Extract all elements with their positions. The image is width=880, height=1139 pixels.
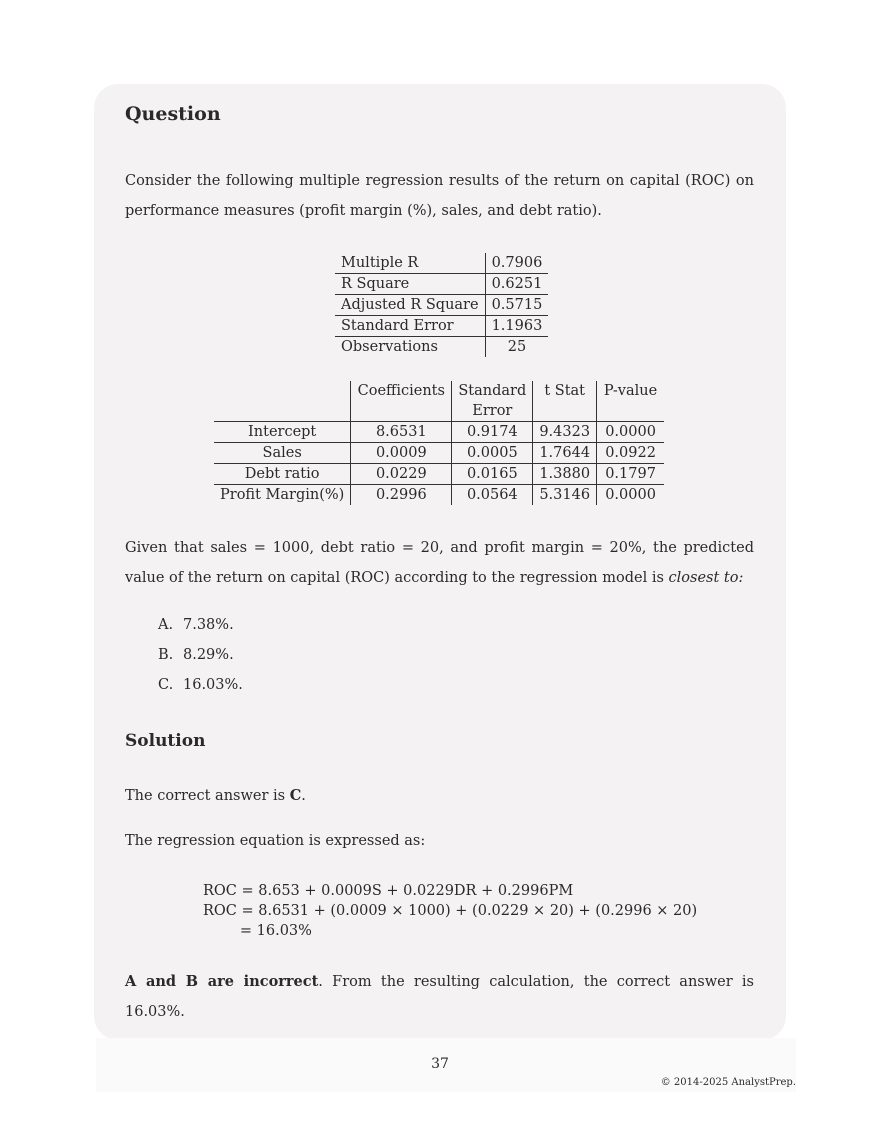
equation-intro: The regression equation is expressed as: <box>125 833 426 849</box>
cell-value: 1.3880 <box>533 464 597 485</box>
cell-value: 0.0564 <box>452 485 533 506</box>
summary-label: Adjusted R Square <box>335 295 485 316</box>
cell-value: 0.0165 <box>452 464 533 485</box>
column-header: P-value <box>597 381 665 422</box>
option-text: 7.38%. <box>183 617 234 633</box>
row-label: Sales <box>214 443 351 464</box>
prompt-emphasis: closest to: <box>668 570 744 586</box>
answer-suffix: . <box>301 788 306 804</box>
summary-value: 1.1963 <box>485 316 548 337</box>
column-header: Standard Error <box>452 381 533 422</box>
row-label: Intercept <box>214 422 351 443</box>
summary-row <box>335 274 548 295</box>
conclusion-text: . From the resulting calculation, the correct answer is 16.03%. <box>125 974 755 1020</box>
option-letter: A. <box>158 617 174 633</box>
cell-value: 0.0000 <box>605 487 656 503</box>
cell-value: 0.0922 <box>597 443 665 464</box>
answer-option <box>158 617 234 633</box>
option-text: 8.29%. <box>183 647 234 663</box>
summary-label: Multiple R <box>335 253 485 274</box>
table-row <box>214 443 664 464</box>
equation-line-3: = 16.03% <box>203 923 312 939</box>
row-label: Debt ratio <box>214 464 351 485</box>
summary-row <box>335 295 548 316</box>
question-heading: Question <box>125 103 221 125</box>
summary-table <box>335 253 548 357</box>
coefficient-table <box>214 381 664 505</box>
option-letter: B. <box>158 647 174 663</box>
cell-value: 0.0005 <box>452 443 533 464</box>
cell-value: 0.9174 <box>452 422 533 443</box>
table-row <box>214 422 664 443</box>
option-letter: C. <box>158 677 174 693</box>
answer-option <box>158 647 234 663</box>
prompt-text: Given that sales = 1000, debt ratio = 20, and profit margin = 20%, the predicted value of the return on capital (ROC) according to the regression model is <box>125 540 754 586</box>
question-intro: Consider the following multiple regression results of the return on capital (ROC) on performance measures (profit margin (%), sales, and debt ratio). <box>125 173 754 219</box>
summary-value: 0.5715 <box>485 295 548 316</box>
cell-value: 0.1797 <box>597 464 665 485</box>
answer-prefix: The correct answer is <box>125 788 290 804</box>
cell-value: 0.0229 <box>351 464 452 485</box>
answer-statement <box>125 781 754 811</box>
summary-value: 0.6251 <box>485 274 548 295</box>
summary-label: R Square <box>335 274 485 295</box>
cell-value: 0.0009 <box>351 443 452 464</box>
column-header <box>214 381 351 422</box>
summary-label: Observations <box>335 337 485 358</box>
answer-letter: C <box>289 787 302 804</box>
header-row <box>214 381 664 422</box>
conclusion-bold: A and B are incorrect <box>125 973 319 990</box>
summary-value: 0.7906 <box>485 253 548 274</box>
answer-option <box>158 677 243 693</box>
equation-line-2: ROC = 8.6531 + (0.0009 × 1000) + (0.0229 × 20) + (0.2996 × 20) <box>203 903 698 919</box>
solution-heading: Solution <box>125 731 206 751</box>
copyright: © 2014-2025 AnalystPrep. <box>660 1077 796 1088</box>
column-header: t Stat <box>533 381 597 422</box>
cell-value: 5.3146 <box>533 485 597 506</box>
table-row <box>214 485 664 506</box>
table-row <box>214 464 664 485</box>
cell-value: 1.7644 <box>533 443 597 464</box>
cell-value: 0.0000 <box>597 422 665 443</box>
conclusion <box>125 967 754 1027</box>
row-label: Profit Margin(%) <box>214 485 351 506</box>
page-number: 37 <box>431 1056 449 1072</box>
cell-value: 9.4323 <box>533 422 597 443</box>
cell-value: 8.6531 <box>351 422 452 443</box>
summary-label: Standard Error <box>335 316 485 337</box>
question-prompt <box>125 533 754 593</box>
equation-line-1: ROC = 8.653 + 0.0009S + 0.0229DR + 0.2996PM <box>203 883 574 899</box>
cell-value: 0.2996 <box>351 485 452 506</box>
option-text: 16.03%. <box>183 677 243 693</box>
summary-row <box>335 337 548 358</box>
summary-value: 25 <box>507 339 527 355</box>
summary-row <box>335 253 548 274</box>
summary-row <box>335 316 548 337</box>
column-header: Coefficients <box>351 381 452 422</box>
